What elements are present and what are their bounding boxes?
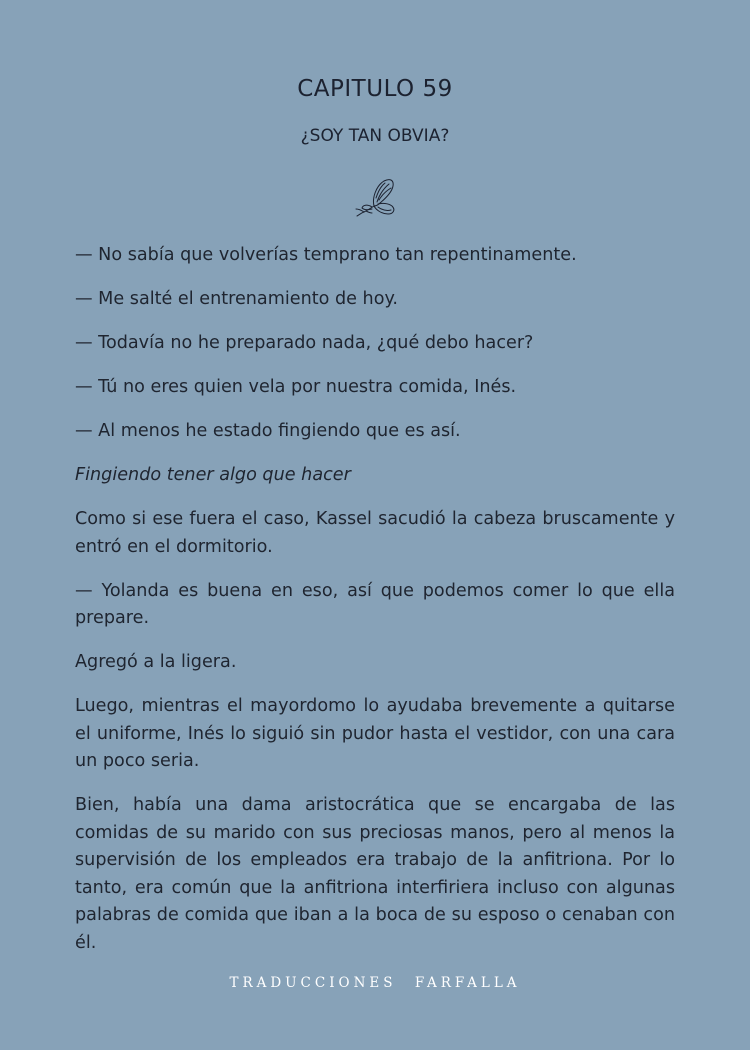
dialogue-line: — No sabía que volverías temprano tan repentinamente.: [75, 245, 577, 265]
narration-paragraph: Bien, había una dama aristocrática que se encargaba de las comidas de su marido con sus preciosas manos, pero al menos la supervisión de los empleados era trabajo de la anfitriona. Por lo tanto, era común que la anfitriona interfiriera incluso con algunas palabras de comida que iban a la boca de su esposo o cenaban con él.: [75, 795, 675, 953]
dialogue-line: — Yolanda es buena en eso, así que podemos comer lo que ella prepare.: [75, 580, 675, 628]
chapter-subtitle: ¿SOY TAN OBVIA?: [300, 126, 450, 146]
narration-paragraph: Agregó a la ligera.: [75, 652, 237, 672]
dialogue-line: — Me salté el entrenamiento de hoy.: [75, 289, 398, 309]
dialogue-line: — Todavía no he preparado nada, ¿qué debo hacer?: [75, 333, 534, 353]
chapter-body: [75, 242, 675, 974]
chapter-title: CAPITULO 59: [297, 76, 453, 102]
translator-credit: TRADUCCIONES FARFALLA: [229, 975, 521, 991]
dialogue-line: — Al menos he estado fingiendo que es así.: [75, 421, 461, 441]
italic-thought: Fingiendo tener algo que hacer: [75, 465, 351, 485]
dialogue-line: — Tú no eres quien vela por nuestra comida, Inés.: [75, 377, 517, 397]
narration-paragraph: Luego, mientras el mayordomo lo ayudaba brevemente a quitarse el uniforme, Inés lo siguió sin pudor hasta el vestidor, con una cara un poco seria.: [75, 696, 675, 771]
butterfly-icon: [350, 176, 400, 220]
narration-paragraph: Como si ese fuera el caso, Kassel sacudió la cabeza bruscamente y entró en el dormitorio.: [75, 509, 675, 557]
